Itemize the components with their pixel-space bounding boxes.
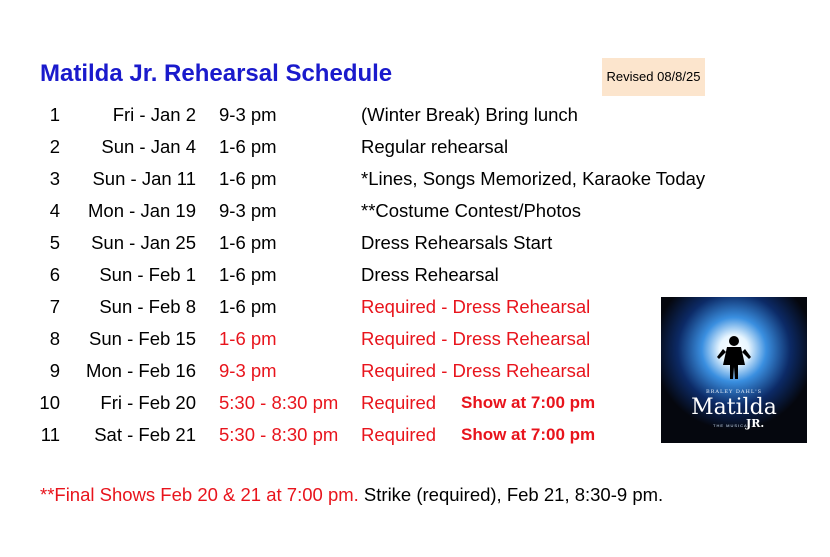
matilda-poster-image xyxy=(661,297,807,443)
row-time: 5:30 - 8:30 pm xyxy=(219,424,339,445)
row-time: 1-6 pm xyxy=(219,296,277,317)
page-title: Matilda Jr. Rehearsal Schedule xyxy=(40,60,393,87)
row-number: 3 xyxy=(49,168,60,189)
row-time: 1-6 pm xyxy=(219,264,277,285)
row-number: 2 xyxy=(49,136,60,157)
row-number: 6 xyxy=(49,264,60,285)
schedule-row xyxy=(0,163,830,195)
row-date: Sun - Feb 15 xyxy=(89,328,196,349)
poster-title: Matilda xyxy=(691,395,777,420)
row-time: 9-3 pm xyxy=(219,200,277,221)
row-number: 4 xyxy=(49,200,60,221)
row-time: 1-6 pm xyxy=(219,168,277,189)
row-number: 11 xyxy=(40,424,60,445)
row-note: Regular rehearsal xyxy=(361,136,509,157)
row-date: Mon - Feb 16 xyxy=(85,360,196,381)
row-date: Sun - Feb 1 xyxy=(99,264,196,285)
row-number: 5 xyxy=(49,232,60,253)
revised-badge: Revised 08/8/25 xyxy=(602,58,705,96)
row-date: Sun - Jan 25 xyxy=(91,232,196,253)
row-note: **Costume Contest/Photos xyxy=(361,200,582,221)
row-date: Sun - Jan 11 xyxy=(92,168,196,189)
footer-final-shows: **Final Shows Feb 20 & 21 at 7:00 pm. xyxy=(40,484,359,505)
poster-jr: JR. xyxy=(746,417,765,430)
row-date: Fri - Jan 2 xyxy=(112,104,196,125)
poster-subtitle: THE MUSICAL xyxy=(713,423,751,428)
footer-note xyxy=(40,484,663,506)
row-date: Mon - Jan 19 xyxy=(88,200,196,221)
row-time: 5:30 - 8:30 pm xyxy=(219,392,339,413)
row-number: 8 xyxy=(49,328,60,349)
schedule-row xyxy=(0,227,830,259)
row-number: 10 xyxy=(39,392,60,413)
footer-strike: Strike (required), Feb 21, 8:30-9 pm. xyxy=(358,484,664,505)
poster-top-text: BRALEY DAHL'S xyxy=(705,389,762,395)
row-time: 1-6 pm xyxy=(219,328,277,349)
row-number: 1 xyxy=(49,104,60,125)
poster-art xyxy=(661,297,807,443)
schedule-row xyxy=(0,131,830,163)
row-time: 1-6 pm xyxy=(219,232,277,253)
row-note: Dress Rehearsals Start xyxy=(361,232,553,253)
row-date: Sun - Feb 8 xyxy=(99,296,196,317)
row-number: 9 xyxy=(49,360,60,381)
row-time: 1-6 pm xyxy=(219,136,277,157)
row-note: Required - Dress Rehearsal xyxy=(361,360,591,381)
row-note: Dress Rehearsal xyxy=(361,264,499,285)
row-note: (Winter Break) Bring lunch xyxy=(361,104,578,125)
row-note: Required xyxy=(361,424,437,445)
row-show-time: Show at 7:00 pm xyxy=(461,393,596,412)
row-time: 9-3 pm xyxy=(219,360,277,381)
row-date: Fri - Feb 20 xyxy=(100,392,196,413)
row-note: Required - Dress Rehearsal xyxy=(361,296,591,317)
row-note: Required - Dress Rehearsal xyxy=(361,328,591,349)
row-date: Sun - Jan 4 xyxy=(101,136,196,157)
row-time: 9-3 pm xyxy=(219,104,277,125)
schedule-row xyxy=(0,259,830,291)
schedule-row xyxy=(0,195,830,227)
row-number: 7 xyxy=(49,296,60,317)
schedule-row xyxy=(0,99,830,131)
row-show-time: Show at 7:00 pm xyxy=(461,425,596,444)
row-date: Sat - Feb 21 xyxy=(94,424,196,445)
row-note: Required xyxy=(361,392,437,413)
row-note: *Lines, Songs Memorized, Karaoke Today xyxy=(361,168,706,189)
